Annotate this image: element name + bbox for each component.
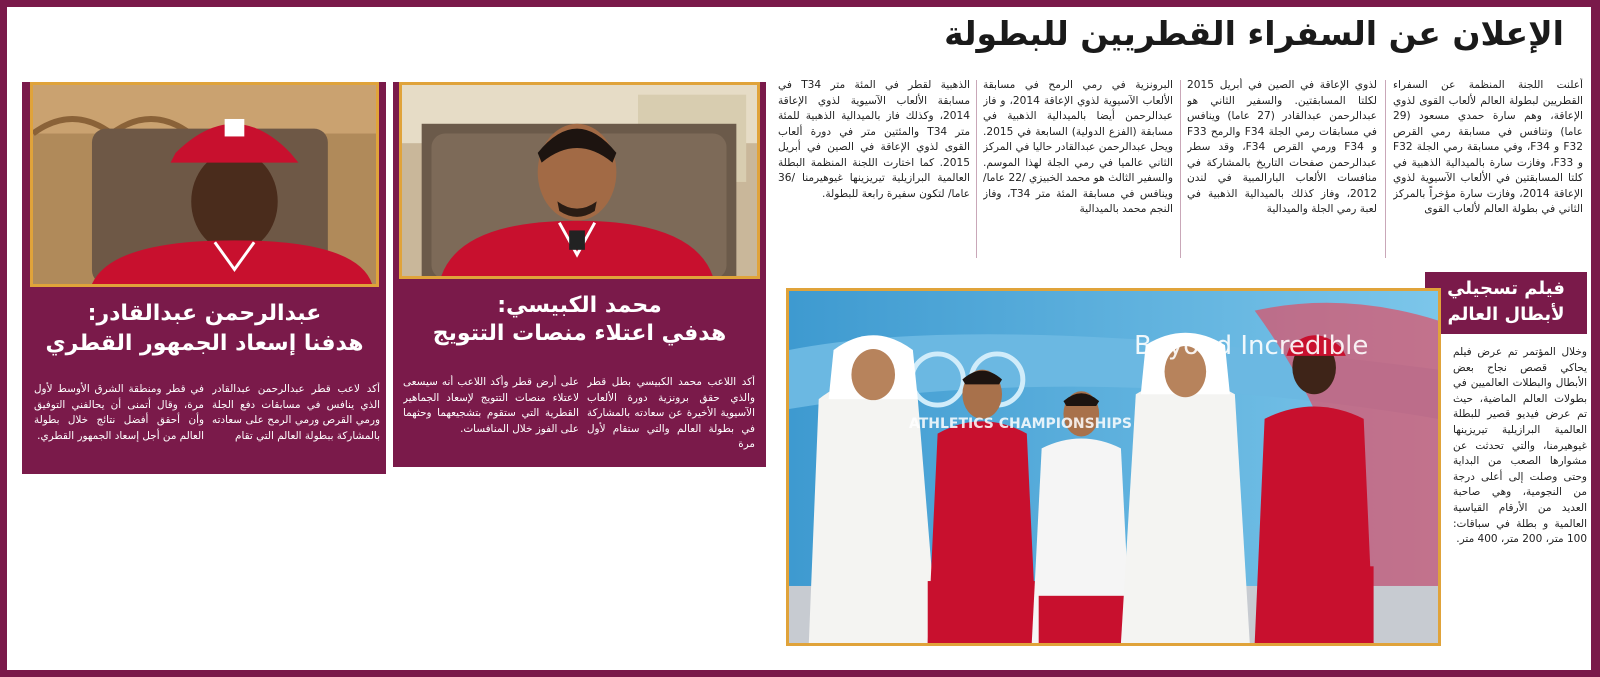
article-column-1-text: أعلنت اللجنة المنظمة عن السفراء القطريين لبطولة العالم لألعاب القوى لذوي الإعاقة، وهم سارة حمدي مسعود (29 عاما) وتنافس في مسابقة رمي القرص F32 و F34، وفي مسابقة رمي الجلة F32 و F33، وفازت سارة بالميدالية الذهبية في كلتا المسابقتين في الألعاب الآسيوية لذوي الإعاقة 2014، وفازت سارة مؤخراً بالمركز الثاني في بطولة العالم لألعاب القوى <box>1393 79 1583 215</box>
column-divider <box>1385 80 1386 258</box>
article-column-2 <box>1187 78 1377 258</box>
article-headline: الإعلان عن السفراء القطريين للبطولة <box>944 14 1564 53</box>
article-column-3 <box>983 78 1173 258</box>
film-text: وخلال المؤتمر تم عرض فيلم يحاكي قصص نجاح بعض الأبطال والبطلات العالميين في بطولات العالم الماضية، حيث تم عرض فيديو قصير للبطلة العالمية البرازيلية تيريزينها غيوهيرمنا، والتي تحدثت عن مشوارها الصعب من البداية وحتى وصلت إلى أعلى درجة من النجومية، وهي صاحبة العديد من الأرقام القياسية العالمية و بطلة في سباقات: 100 متر، 200 متر، 400 متر. <box>1453 346 1587 546</box>
article-column-1 <box>1393 78 1583 258</box>
article-column-3-text: البرونزية في رمي الرمح في مسابقة الألعاب الآسيوية لذوي الإعاقة 2014، و فاز عبدالرحمن أيضا بالميدالية الذهبية في مسابقة (الفزع الدولية) السابعة في 2015. ويحل عبدالرحمن عبدالقادر حاليا في المركز الثاني عالميا في رمي الجلة لهذا الموسم. والسفير الثالث هو محمد الخبيزي /22 عاما/ وينافس في مسابقة المئة متر T34، وفاز النجم محمد بالميدالية <box>983 79 1173 215</box>
kubaisi-text-right: أكد اللاعب محمد الكبيسي بطل قطر والذي حقق برونزية دورة الألعاب الآسيوية الأخيرة عن سعادته بالمشاركة في بطولة العالم والتي ستقام لأول مرة <box>587 376 755 450</box>
kubaisi-photo <box>399 82 760 279</box>
kubaisi-quote: هدفي اعتلاء منصات التتويج <box>432 321 727 346</box>
kubaisi-name: محمد الكبيسي: <box>497 293 662 318</box>
abdulqader-text-left: في قطر ومنطقة الشرق الأوسط لأول مرة، وقال أتمنى أن يحالفني التوفيق وأن أحقق أفضل نتائج خلال بطولة العالم من أجل إسعاد الجمهور القطري. <box>34 383 204 442</box>
abdulqader-name: عبدالرحمن عبدالقادر: <box>87 301 322 326</box>
film-heading <box>1425 272 1587 334</box>
article-column-4-text: الذهبية لقطر في المئة متر T34 في مسابقة الألعاب الآسيوية لذوي الإعاقة 2014، وكذلك فاز بالميدالية الذهبية للمئة متر T34 والمئتين متر في دورة ألعاب القوى لذوي الإعاقة في الصين في أبريل 2015. كما اختارت اللجنة المنظمة البطلة العالمية البرازيلية تيريزينها غيوهيرمنا /36 عاما/ لتكون سفيرة رابعة للبطولة. <box>778 79 970 200</box>
film-title-line2: لأبطال العالم <box>1447 304 1565 325</box>
article-column-4 <box>778 78 970 258</box>
banner-text-2: ATHLETICS CHAMPIONSHIPS <box>909 416 1132 432</box>
film-title-line1: فيلم تسجيلي <box>1447 278 1565 299</box>
column-divider <box>1180 80 1181 258</box>
abdulqader-text-right: أكد لاعب قطر عبدالرحمن عبدالقادر الذي ينافس في مسابقات دفع الجلة ورمي القرص ورمي الرمح على سعادته بالمشاركة ببطولة العالم التي تقام <box>212 383 380 442</box>
article-column-2-text: لذوي الإعاقة في الصين في أبريل 2015 لكلتا المسابقتين. والسفير الثاني هو عبدالرحمن عبدالقادر (27 عاما) وينافس في مسابقات رمي الجلة F34 والرمح F33 و F34 ورمي القرص F34، وقد سطر عبدالرحمن صفحات التاريخ بالمشاركة في منافسات الألعاب البارالمبية في لندن 2012، وفاز كذلك بالميدالية الذهبية في لعبة رمي الجلة والميدالية <box>1187 79 1377 215</box>
kubaisi-text-left: على أرض قطر وأكد اللاعب أنه سيسعى لاعتلاء منصات التتويج لإسعاد الجماهير القطرية التي ستقوم بتشجيعهما وحثهما على الفوز خلال المنافسات. <box>403 376 579 435</box>
group-photo <box>786 288 1441 646</box>
abdulqader-photo <box>30 82 379 287</box>
banner-text: Beyond Incredible <box>1134 331 1369 361</box>
column-divider <box>976 80 977 258</box>
abdulqader-quote: هدفنا إسعاد الجمهور القطري <box>45 331 364 356</box>
